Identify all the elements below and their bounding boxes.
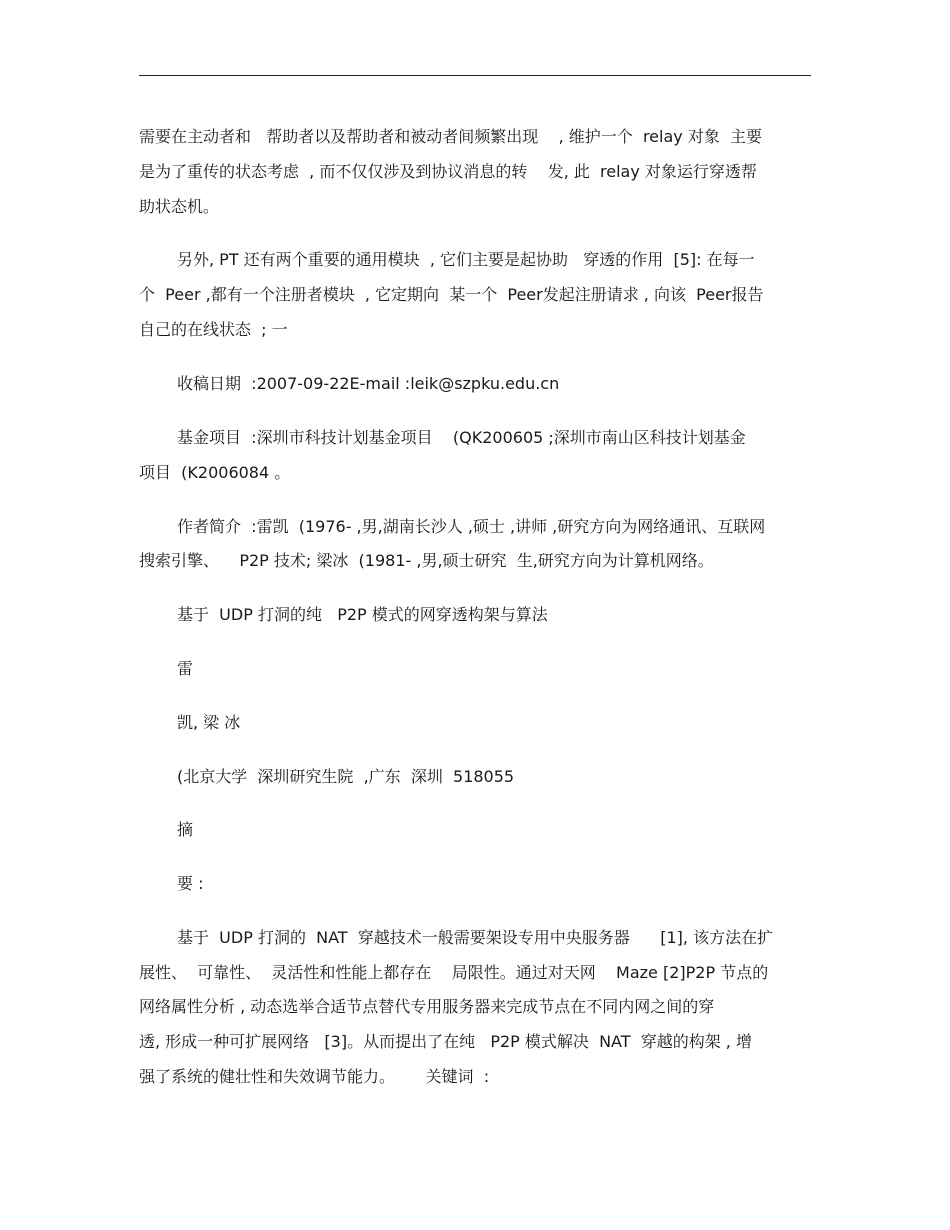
received-date: 收稿日期 :2007-09-22E-mail :leik@szpku.edu.cn — [177, 374, 560, 393]
abstract-line: 基于 UDP 打洞的 NAT 穿越技术一般需要架设专用中央服务器 [1], 该方法在扩 — [177, 928, 774, 947]
body-text-line: 助状态机。 — [139, 197, 220, 216]
body-text-line: 个 Peer ,都有一个注册者模块 , 它定期向 某一个 Peer发起注册请求 , 向该 Peer报告 — [139, 285, 764, 304]
funding-line: 基金项目 :深圳市科技计划基金项目 (QK200605 ;深圳市南山区科技计划基金 — [177, 428, 746, 447]
body-text-line: 需要在主动者和 帮助者以及帮助者和被动者间频繁出现 , 维护一个 relay 对象 主要 — [139, 127, 762, 146]
header-rule — [139, 75, 811, 76]
funding-line: 项目 (K2006084 。 — [139, 463, 291, 482]
abstract-line: 展性、 可靠性、 灵活性和性能上都存在 局限性。通过对天网 Maze [2]P2P 节点的 — [139, 963, 769, 982]
abstract-line: 网络属性分析 , 动态选举合适节点替代专用服务器来完成节点在不同内网之间的穿 — [139, 997, 715, 1016]
author-name: 凯, 梁 冰 — [177, 713, 241, 732]
body-text-line: 自己的在线状态 ; 一 — [139, 320, 288, 339]
abstract-heading: 要 : — [177, 874, 204, 893]
abstract-line: 强了系统的健壮性和失效调节能力。 关键词 : — [139, 1067, 490, 1086]
abstract-line: 透, 形成一种可扩展网络 [3]。从而提出了在纯 P2P 模式解决 NAT 穿越的构架 , 增 — [139, 1032, 752, 1051]
body-text-line: 是为了重传的状态考虑 , 而不仅仅涉及到协议消息的转 发, 此 relay 对象运行穿透帮 — [139, 162, 757, 181]
affiliation: (北京大学 深圳研究生院 ,广东 深圳 518055 — [177, 767, 515, 786]
paper-title: 基于 UDP 打洞的纯 P2P 模式的网穿透构架与算法 — [177, 605, 548, 624]
abstract-heading: 摘 — [177, 820, 194, 839]
author-bio-line: 作者简介 :雷凯 (1976- ,男,湖南长沙人 ,硕士 ,讲师 ,研究方向为网络通讯、互联网 — [177, 517, 766, 536]
author-name: 雷 — [177, 659, 194, 678]
author-bio-line: 搜索引擎、 P2P 技术; 梁冰 (1981- ,男,硕士研究 生,研究方向为计算机网络。 — [139, 551, 714, 570]
body-text-line: 另外, PT 还有两个重要的通用模块 , 它们主要是起协助 穿透的作用 [5]: 在每一 — [177, 250, 755, 269]
